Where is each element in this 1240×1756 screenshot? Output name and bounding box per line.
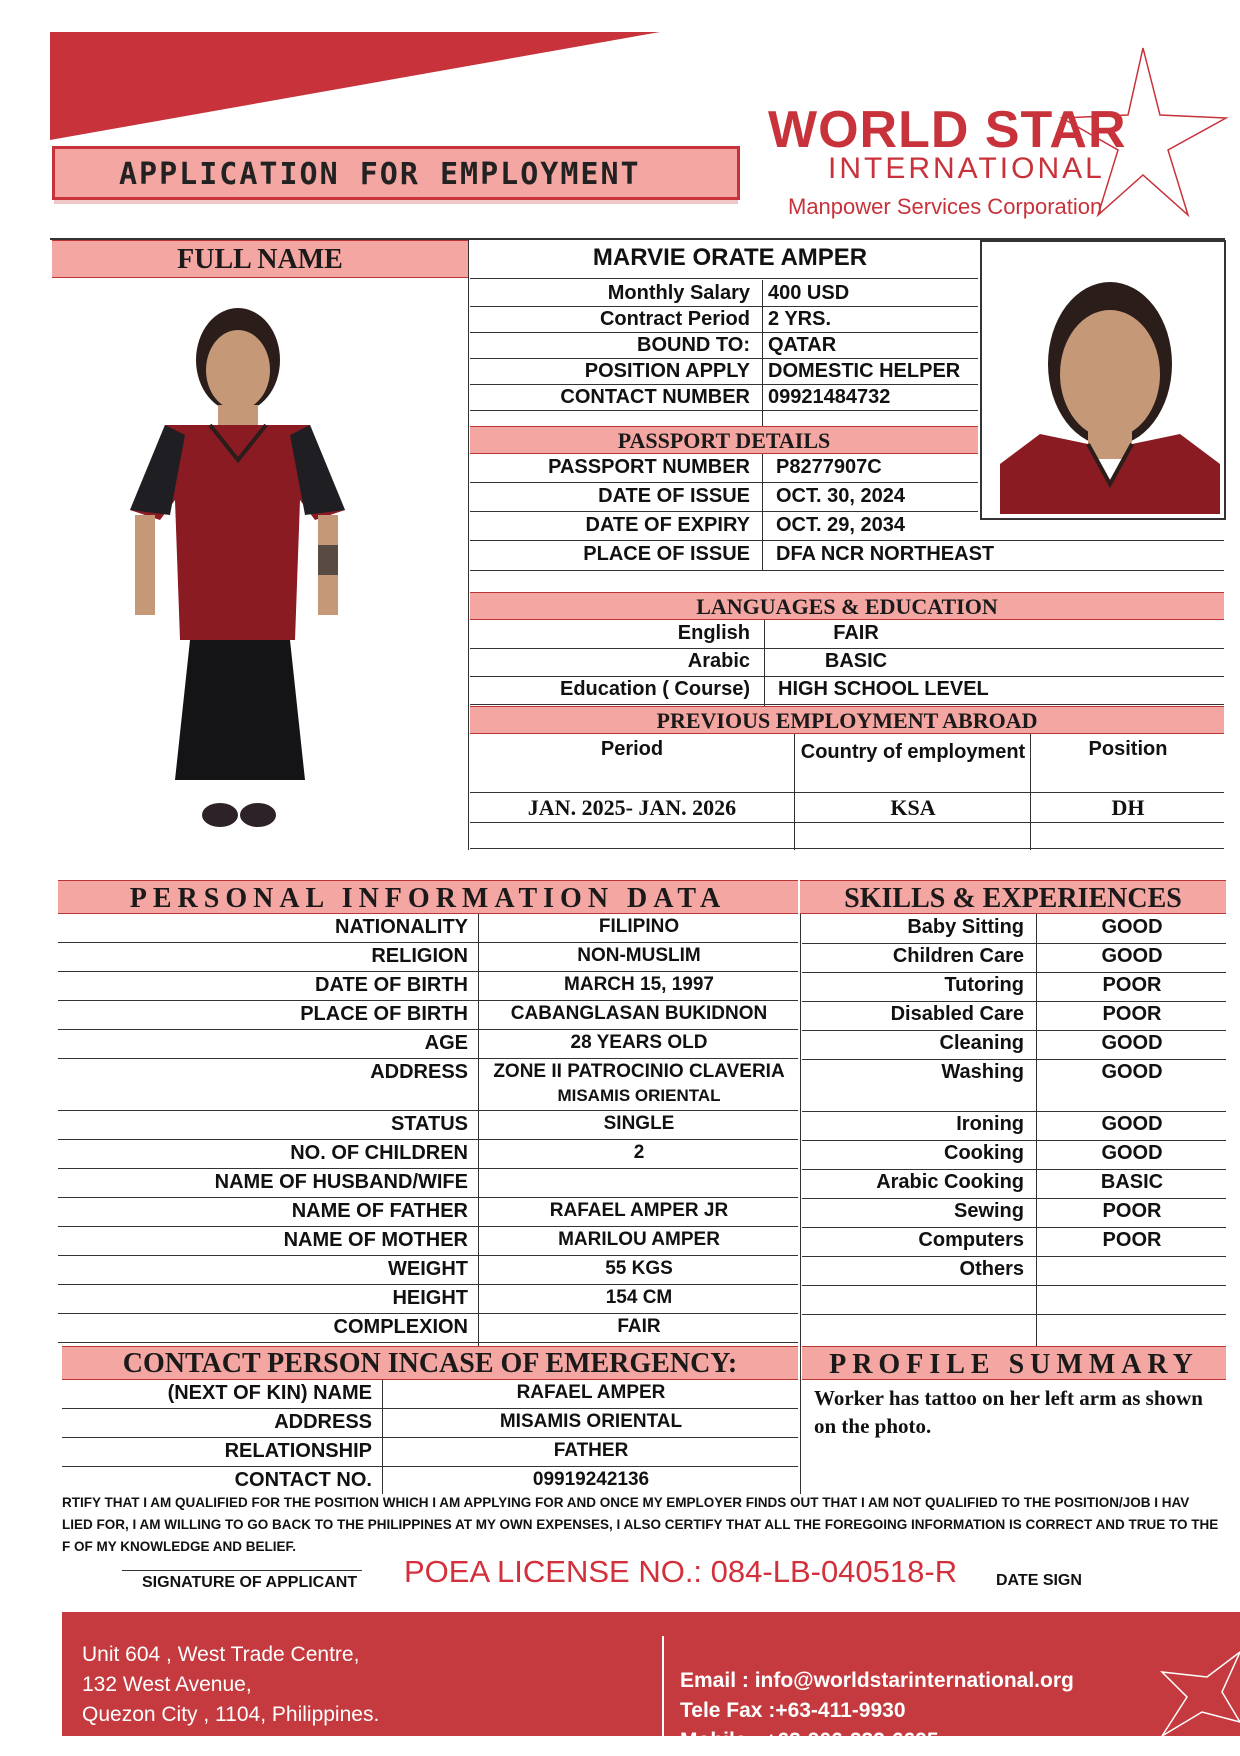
- header-red-swoosh: [50, 32, 660, 142]
- personal-rule: [58, 1255, 798, 1256]
- job-detail-rule: [470, 306, 978, 307]
- personal-rule: [58, 1029, 798, 1030]
- language-rule: [470, 704, 1224, 705]
- skill-rule: [802, 1169, 1226, 1170]
- job-detail-value: QATAR: [768, 334, 837, 356]
- skills-heading: SKILLS & EXPERIENCES: [844, 883, 1182, 914]
- profile-summary-text: Worker has tattoo on her left arm as shown on the photo.: [814, 1386, 1203, 1438]
- footer-address-line-2: 132 West Avenue,: [82, 1673, 252, 1696]
- personal-value-line-2: MISAMIS ORIENTAL: [557, 1086, 721, 1105]
- language-rule: [470, 676, 1224, 677]
- skill-rule: [802, 972, 1226, 973]
- skill-rule: [802, 1256, 1226, 1257]
- personal-col-divider: [478, 914, 479, 1346]
- job-detail-label: CONTACT NUMBER: [560, 386, 750, 408]
- full-name-value: MARVIE ORATE AMPER: [592, 244, 868, 271]
- personal-value: MARCH 15, 1997: [564, 974, 714, 995]
- personal-label: NAME OF MOTHER: [283, 1229, 468, 1251]
- personal-label: COMPLEXION: [333, 1316, 468, 1338]
- previous-employment-heading: PREVIOUS EMPLOYMENT ABROAD: [656, 708, 1038, 733]
- certification-text: [62, 1492, 1228, 1558]
- personal-rule: [58, 1284, 798, 1285]
- personal-rule: [58, 1226, 798, 1227]
- passport-bottom-rule: [470, 570, 1224, 571]
- skill-value: BASIC: [1100, 1171, 1164, 1193]
- emergency-col-divider: [382, 1380, 383, 1494]
- emergency-label: CONTACT NO.: [234, 1469, 372, 1491]
- profile-heading: PROFILE SUMMARY: [829, 1349, 1199, 1380]
- full-name-divider: [468, 238, 469, 850]
- skills-band: [800, 880, 1226, 914]
- job-detail-value: 09921484732: [768, 386, 891, 408]
- emergency-rule: [62, 1466, 798, 1467]
- passport-heading: PASSPORT DETAILS: [617, 428, 831, 453]
- job-detail-rule: [470, 384, 978, 385]
- personal-value: 55 KGS: [605, 1258, 673, 1279]
- passport-divider: [762, 454, 763, 570]
- personal-value: SINGLE: [603, 1113, 675, 1134]
- footer-bar: [62, 1612, 1240, 1752]
- personal-value: FILIPINO: [598, 916, 680, 937]
- job-detail-value: DOMESTIC HELPER: [768, 360, 961, 382]
- passport-rule: [470, 482, 978, 483]
- poea-license: POEA LICENSE NO.: 084-LB-040518-R: [404, 1554, 958, 1589]
- skill-label: Cleaning: [939, 1032, 1024, 1054]
- personal-label: DATE OF BIRTH: [315, 974, 468, 996]
- passport-rule: [470, 511, 978, 512]
- skill-value: POOR: [1102, 1003, 1162, 1025]
- emergency-label: ADDRESS: [274, 1411, 372, 1433]
- applicant-full-body-photo: [110, 310, 360, 840]
- personal-label: NAME OF FATHER: [291, 1200, 468, 1222]
- skill-label: Washing: [941, 1061, 1024, 1083]
- passport-label: PLACE OF ISSUE: [583, 543, 750, 565]
- footer-divider: [662, 1636, 664, 1736]
- job-detail-value: 400 USD: [768, 282, 850, 304]
- passport-value: OCT. 30, 2024: [776, 485, 905, 507]
- passport-label: DATE OF ISSUE: [598, 485, 750, 507]
- job-detail-label: BOUND TO:: [637, 334, 750, 356]
- personal-label: ADDRESS: [370, 1061, 468, 1083]
- personal-label: HEIGHT: [392, 1287, 468, 1309]
- footer-telefax: Tele Fax :+63-411-9930: [680, 1699, 906, 1722]
- company-logo: [768, 40, 1228, 225]
- skill-rule: [802, 1227, 1226, 1228]
- language-label: English: [677, 622, 750, 644]
- passport-value: OCT. 29, 2034: [776, 514, 905, 536]
- emergency-value: 09919242136: [532, 1469, 650, 1490]
- personal-value: CABANGLASAN BUKIDNON: [510, 1003, 768, 1024]
- skill-value: GOOD: [1101, 1061, 1163, 1083]
- skill-label: Computers: [918, 1229, 1024, 1251]
- job-detail-divider: [762, 280, 763, 426]
- personal-label: NATIONALITY: [335, 916, 468, 938]
- passport-rule: [470, 540, 1224, 541]
- personal-label: PLACE OF BIRTH: [300, 1003, 468, 1025]
- personal-rule: [58, 1197, 798, 1198]
- prev-row-rule-1: [470, 822, 1224, 823]
- prev-header-rule: [470, 792, 1224, 793]
- signature-label: SIGNATURE OF APPLICANT: [142, 1574, 358, 1591]
- language-divider: [764, 620, 765, 706]
- personal-label: NO. OF CHILDREN: [290, 1142, 468, 1164]
- skill-label: Cooking: [944, 1142, 1024, 1164]
- skill-label: Arabic Cooking: [876, 1171, 1024, 1193]
- footer-star-icon: [1162, 1652, 1240, 1736]
- skill-rule: [802, 1001, 1226, 1002]
- personal-label: STATUS: [390, 1113, 468, 1135]
- skill-label: Sewing: [953, 1200, 1024, 1222]
- prev-col-period: Period: [600, 738, 664, 760]
- personal-rule: [58, 1000, 798, 1001]
- passport-label: DATE OF EXPIRY: [585, 514, 750, 536]
- prev-col-position: Position: [1088, 738, 1168, 760]
- skill-value: POOR: [1102, 1229, 1162, 1251]
- section-divider: [800, 914, 801, 1494]
- personal-label: NAME OF HUSBAND/WIFE: [214, 1171, 468, 1193]
- passport-value: DFA NCR NORTHEAST: [776, 543, 995, 565]
- emergency-label: RELATIONSHIP: [224, 1440, 372, 1462]
- skill-value: GOOD: [1101, 1113, 1163, 1135]
- page-title: APPLICATION FOR EMPLOYMENT: [119, 157, 641, 192]
- job-detail-rule: [470, 332, 978, 333]
- personal-label: WEIGHT: [388, 1258, 468, 1280]
- job-detail-rule: [470, 358, 978, 359]
- personal-info-heading: PERSONAL INFORMATION DATA: [129, 883, 727, 914]
- job-detail-label: Monthly Salary: [607, 282, 750, 304]
- job-detail-label: POSITION APPLY: [584, 360, 750, 382]
- skill-rule: [802, 1198, 1226, 1199]
- skills-col-divider: [1036, 914, 1037, 1346]
- skill-value: GOOD: [1101, 945, 1163, 967]
- skill-label: Baby Sitting: [907, 916, 1024, 938]
- skill-label: Children Care: [892, 945, 1024, 967]
- skill-value: POOR: [1102, 974, 1162, 996]
- emergency-value: FATHER: [553, 1440, 629, 1461]
- personal-value: RAFAEL AMPER JR: [549, 1200, 729, 1221]
- logo-title: WORLD STAR: [768, 101, 1127, 159]
- passport-band: [470, 426, 978, 454]
- language-value: BASIC: [824, 650, 888, 672]
- profile-band: [802, 1346, 1226, 1380]
- personal-value: ZONE II PATROCINIO CLAVERIA: [493, 1061, 785, 1082]
- emergency-value: RAFAEL AMPER: [516, 1382, 666, 1403]
- skill-rule: [802, 1111, 1226, 1112]
- skill-value: POOR: [1102, 1200, 1162, 1222]
- languages-heading: LANGUAGES & EDUCATION: [696, 594, 998, 619]
- full-name-rule: [470, 278, 978, 279]
- personal-value: FAIR: [617, 1316, 661, 1337]
- job-detail-rule: [470, 410, 978, 411]
- skill-rule: [802, 1059, 1226, 1060]
- language-label: Arabic: [687, 650, 750, 672]
- date-sign-label: DATE SIGN: [996, 1572, 1082, 1589]
- prev-row-country: KSA: [890, 795, 936, 820]
- footer-address: [82, 1640, 379, 1730]
- logo-subtitle: INTERNATIONAL: [828, 152, 1105, 185]
- personal-value: NON-MUSLIM: [577, 945, 701, 966]
- skill-value: GOOD: [1101, 1032, 1163, 1054]
- skill-label: Tutoring: [944, 974, 1024, 996]
- emergency-label: (NEXT OF KIN) NAME: [167, 1382, 372, 1404]
- emergency-rule: [62, 1408, 798, 1409]
- prev-row-position: DH: [1111, 795, 1145, 820]
- previous-employment-band: [470, 706, 1224, 734]
- job-detail-label: Contract Period: [599, 308, 750, 330]
- personal-rule: [58, 971, 798, 972]
- language-rule: [470, 648, 1224, 649]
- personal-rule: [58, 1168, 798, 1169]
- signature-line: [122, 1570, 362, 1571]
- personal-rule: [58, 1342, 798, 1343]
- footer-address-line-1: Unit 604 , West Trade Centre,: [82, 1643, 360, 1666]
- skill-rule: [802, 1314, 1226, 1315]
- skill-rule: [802, 943, 1226, 944]
- personal-value: 2: [633, 1142, 645, 1163]
- prev-col-country-text: Country of employment: [800, 741, 1026, 763]
- job-detail-value: 2 YRS.: [768, 308, 831, 330]
- skill-rule: [802, 1140, 1226, 1141]
- personal-rule: [58, 1110, 798, 1111]
- personal-value: 154 CM: [605, 1287, 673, 1308]
- skill-rule: [802, 1030, 1226, 1031]
- language-label: Education ( Course): [559, 678, 750, 700]
- personal-label: RELIGION: [371, 945, 468, 967]
- prev-row-period: JAN. 2025- JAN. 2026: [527, 795, 737, 820]
- prev-row-rule-2: [470, 848, 1224, 849]
- personal-rule: [58, 1058, 798, 1059]
- skill-label: Others: [959, 1258, 1024, 1280]
- footer-contact: [680, 1666, 1074, 1752]
- certification-line-3: F OF MY KNOWLEDGE AND BELIEF.: [62, 1539, 297, 1554]
- certification-line-1: RTIFY THAT I AM QUALIFIED FOR THE POSITION WHICH I AM APPLYING FOR AND ONCE MY EMPLOYER FINDS OUT THAT I AM NOT QUALIFIED TO THE POSITION/JOB I HAV: [62, 1495, 1190, 1510]
- personal-value: MARILOU AMPER: [558, 1229, 720, 1250]
- emergency-value: MISAMIS ORIENTAL: [499, 1411, 683, 1432]
- skill-rule: [802, 1285, 1226, 1286]
- full-name-label: FULL NAME: [177, 244, 343, 275]
- personal-info-band: [58, 880, 798, 914]
- skill-value: GOOD: [1101, 916, 1163, 938]
- certification-line-2: LIED FOR, I AM WILLING TO GO BACK TO THE PHILIPPINES AT MY OWN EXPENSES, I ALSO CERTIFY THAT ALL THE FOREGOING INFORMATION IS CORRECT AND TRUE TO THE: [62, 1517, 1219, 1532]
- emergency-band: [62, 1346, 798, 1380]
- emergency-heading: CONTACT PERSON INCASE OF EMERGENCY:: [122, 1348, 738, 1379]
- language-value: FAIR: [833, 622, 879, 644]
- skill-label: Ironing: [956, 1113, 1024, 1135]
- footer-address-line-3: Quezon City , 1104, Philippines.: [82, 1703, 380, 1726]
- skill-value: GOOD: [1101, 1142, 1163, 1164]
- personal-rule: [58, 1139, 798, 1140]
- personal-rule: [58, 942, 798, 943]
- footer-mobile: Mobile : +63-906-232-6695: [680, 1729, 939, 1752]
- personal-value: 28 YEARS OLD: [570, 1032, 708, 1053]
- languages-band: [470, 592, 1224, 620]
- footer-email: Email : info@worldstarinternational.org: [680, 1669, 1074, 1692]
- personal-rule: [58, 1313, 798, 1314]
- full-name-label-band: [52, 240, 468, 278]
- passport-label: PASSPORT NUMBER: [548, 456, 750, 478]
- personal-label: AGE: [424, 1032, 468, 1054]
- skill-label: Disabled Care: [890, 1003, 1024, 1025]
- emergency-rule: [62, 1437, 798, 1438]
- title-banner: [52, 146, 740, 200]
- passport-value: P8277907C: [776, 456, 882, 478]
- logo-tagline: Manpower Services Corporation: [788, 194, 1103, 219]
- language-value: HIGH SCHOOL LEVEL: [778, 678, 989, 700]
- prev-col-country: [796, 738, 1030, 766]
